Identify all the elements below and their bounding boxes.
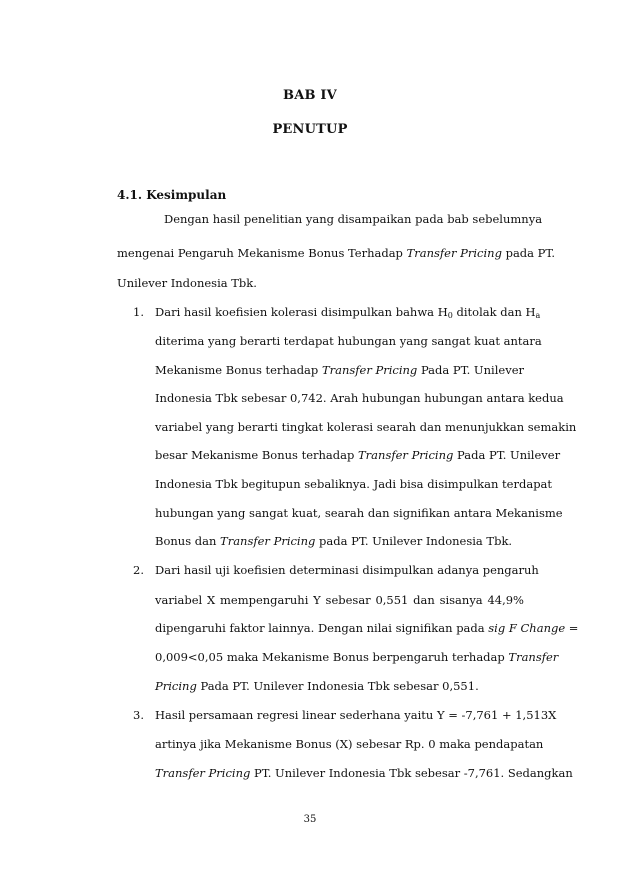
item-2-line-1: Dari hasil uji koefisien determinasi disimpulkan adanya pengaruh	[155, 563, 539, 577]
item-1-line-5: variabel yang berarti tingkat kolerasi searah dan menunjukkan semakin	[155, 420, 577, 434]
list-number-3: 3.	[133, 708, 144, 722]
chapter-title: BAB IV	[283, 88, 337, 103]
item-2-line-2: variabel X mempengaruhi Y sebesar 0,551 dan sisanya 44,9%	[155, 593, 524, 607]
intro-line-2: mengenai Pengaruh Mekanisme Bonus Terhadap Transfer Pricing pada PT.	[117, 246, 556, 260]
item-3-line-1: Hasil persamaan regresi linear sederhana yaitu Y = -7,761 + 1,513X	[155, 708, 557, 722]
item-3-line-2: artinya jika Mekanisme Bonus (X) sebesar Rp. 0 maka pendapatan	[155, 737, 544, 751]
item-1-line-9: Bonus dan Transfer Pricing pada PT. Unilever Indonesia Tbk.	[155, 534, 513, 548]
item-1-line-3: Mekanisme Bonus terhadap Transfer Pricing Pada PT. Unilever	[155, 363, 524, 377]
chapter-subtitle: PENUTUP	[272, 122, 348, 137]
section-heading: 4.1. Kesimpulan	[117, 188, 227, 202]
item-2-line-4: 0,009<0,05 maka Mekanisme Bonus berpengaruh terhadap Transfer	[155, 650, 559, 664]
item-1-line-1: Dari hasil koefisien kolerasi disimpulkan bahwa $H_0$ ditolak dan $H_a$	[155, 305, 541, 320]
item-1-line-2: diterima yang berarti terdapat hubungan yang sangat kuat antara	[155, 334, 542, 348]
page-number: 35	[303, 814, 317, 825]
item-1-line-7: Indonesia Tbk begitupun sebaliknya. Jadi bisa disimpulkan terdapat	[155, 477, 553, 491]
list-number-1: 1.	[133, 305, 144, 319]
item-2-line-3: dipengaruhi faktor lainnya. Dengan nilai signifikan pada sig F Change =	[155, 621, 579, 635]
item-1-line-6: besar Mekanisme Bonus terhadap Transfer Pricing Pada PT. Unilever	[155, 448, 561, 462]
intro-line-1: Dengan hasil penelitian yang disampaikan pada bab sebelumnya	[164, 212, 543, 226]
item-1-line-4: Indonesia Tbk sebesar 0,742. Arah hubungan hubungan antara kedua	[155, 391, 564, 405]
item-3-line-3: Transfer Pricing PT. Unilever Indonesia Tbk sebesar -7,761. Sedangkan	[155, 766, 573, 780]
item-1-line-8: hubungan yang sangat kuat, searah dan signifikan antara Mekanisme	[155, 506, 563, 520]
item-2-line-5: Pricing Pada PT. Unilever Indonesia Tbk sebesar 0,551.	[155, 679, 479, 693]
list-number-2: 2.	[133, 563, 144, 577]
intro-line-3: Unilever Indonesia Tbk.	[117, 276, 257, 290]
